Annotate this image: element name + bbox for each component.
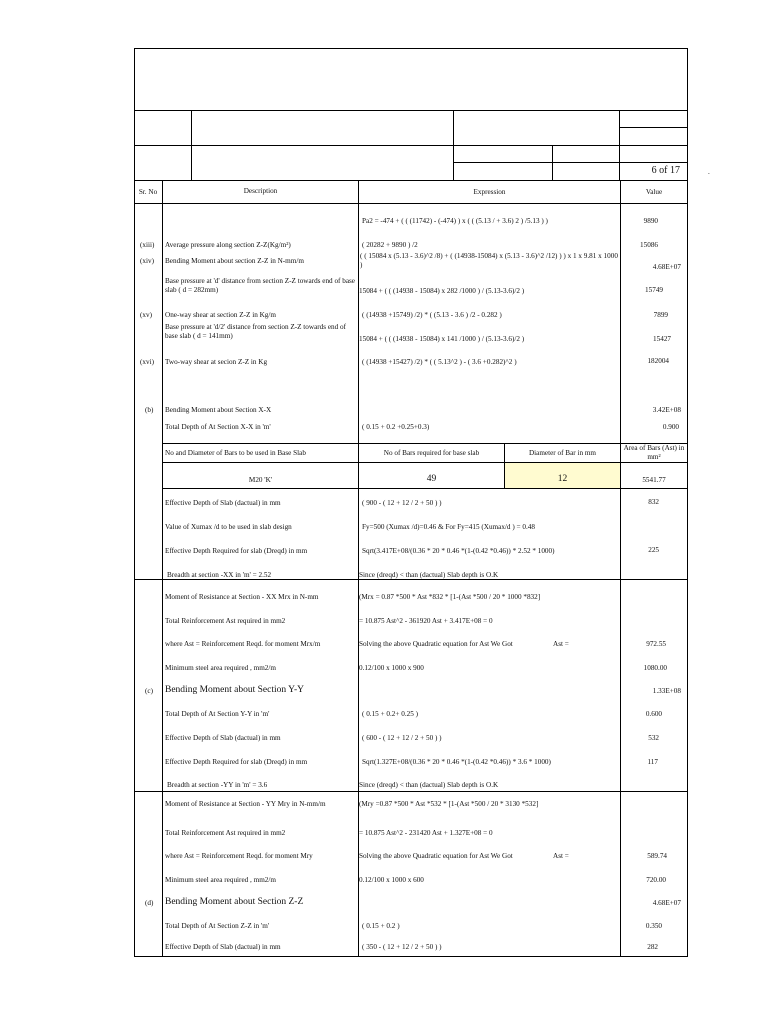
col-header-value: Value [645, 188, 663, 196]
desc-moment-resistance-yy: Moment of Resistance at Section - YY Mry in N-mm/m [165, 800, 326, 808]
expr-required-depth-xx: Sqrt(3.417E+08/(0.36 * 20 * 0.46 *(1-(0.42 *0.46)) * 2.52 * 1000) [362, 547, 555, 555]
expr-depth-check-yy: Since (dreqd) < than (dactual) Slab depth is O.K [359, 781, 499, 789]
value-no-of-bars: 49 [426, 474, 437, 484]
expr-total-depth-zz: ( 0.15 + 0.2 ) [362, 922, 400, 930]
col-header-description: Description [243, 187, 278, 195]
desc-breadth-yy: Breadth at section -YY in 'm' = 3.6 [167, 781, 268, 789]
header-no-of-bars: No of Bars required for base slab [383, 449, 480, 457]
titleblock-h4 [134, 180, 688, 181]
header-bar-diameter: Diameter of Bar in mm [528, 449, 597, 457]
value-bending-moment-zz-d: 4.68E+07 [652, 899, 681, 907]
desc-average-pressure: Average pressure along section Z-Z(Kg/m²) [165, 241, 291, 249]
value-effective-depth-xx: 832 [648, 498, 659, 506]
label-ast-yy: Ast = [553, 852, 569, 860]
desc-bending-moment-yy: Bending Moment about Section Y-Y [165, 685, 304, 695]
col-div-expr [620, 180, 621, 957]
value-average-pressure: 15086 [640, 241, 658, 249]
expr-solving-yy: Solving the above Quadratic equation for Ast We Got [359, 852, 513, 860]
sr-d: (d) [145, 899, 154, 907]
desc-required-depth-xx: Effective Depth Required for slab (Dreqd) in mm [165, 547, 308, 555]
expr-required-depth-yy: Sqrt(1.327E+08/(0.36 * 20 * 0.46 *(1-(0.42 *0.46)) * 3.6 * 1000) [362, 758, 551, 766]
expr-bending-moment-zz: ( ( 15084 x (5.13 - 3.6)^2 /8) + ( (14938-15084) x (5.13 - 3.6)^2 /12) ) ) x 1 x 9.81 x 1000 ) [360, 252, 618, 269]
sr-xiv: (xiv) [140, 257, 154, 265]
expr-solving-xx: Solving the above Quadratic equation for Ast We Got [359, 640, 513, 648]
value-ast-xx: 972.55 [646, 640, 666, 648]
row-line-5 [134, 791, 688, 792]
frame-right [687, 48, 688, 957]
value-two-way-shear: 182004 [647, 357, 669, 365]
value-bending-moment-zz: 4.68E+07 [652, 263, 681, 271]
desc-min-steel-xx: Minimum steel area required , mm2/m [165, 664, 276, 672]
desc-one-way-shear: One-way shear at section Z-Z in Kg/m [165, 311, 276, 319]
expr-depth-check-xx: Since (dreqd) < than (dactual) Slab depth is O.K [359, 571, 499, 579]
col-header-expression: Expression [473, 188, 506, 196]
desc-base-pressure-d: Base pressure at 'd' distance from section Z-Z towards end of base slab ( d = 282mm) [165, 277, 356, 294]
expr-quadratic-yy: = 10.875 Ast^2 - 231420 Ast + 1.327E+08 = 0 [359, 829, 493, 837]
value-min-steel-xx: 1080.00 [643, 664, 667, 672]
sr-c: (c) [145, 687, 153, 695]
col-div-sr [162, 180, 163, 957]
desc-effective-depth-yy: Effective Depth of Slab (dactual) in mm [165, 734, 281, 742]
titleblock-h3 [453, 162, 688, 163]
value-total-depth-xx: 0.900 [662, 423, 679, 431]
expr-base-pressure-d2: 15084 + ( ( (14938 - 15084) x 141 /1000 ) / (5.13-3.6)/2 ) [359, 335, 525, 343]
expr-one-way-shear: ( (14938 +15749) /2) * ( (5.13 - 3.6 ) /2 - 0.282 ) [362, 311, 502, 319]
expr-effective-depth-xx: ( 900 - ( 12 + 12 / 2 + 50 ) ) [362, 499, 442, 507]
desc-effective-depth-zz: Effective Depth of Slab (dactual) in mm [165, 943, 281, 951]
value-min-steel-yy: 720.00 [646, 876, 666, 884]
label-m20-k: M20 'K' [248, 476, 273, 484]
expr-xumax-d: Fy=500 (Xumax /d)=0.46 & For Fy=415 (Xumax/d ) = 0.48 [362, 523, 535, 531]
expr-quadratic-xx: = 10.875 Ast^2 - 361920 Ast + 3.417E+08 = 0 [359, 617, 493, 625]
desc-bending-moment-zz: Bending Moment about section Z-Z in N-mm/m [165, 257, 304, 265]
desc-total-reinforcement-yy: Total Reinforcement Ast required in mm2 [165, 829, 286, 837]
sr-xvi: (xvi) [140, 358, 154, 366]
expr-total-depth-xx: ( 0.15 + 0.2 +0.25+0.3) [362, 423, 430, 431]
expr-moment-resistance-xx: (Mrx = 0.87 *500 * Ast *832 * [1-(Ast *500 / 20 * 1000 *832] [359, 593, 541, 601]
desc-ast-mrx: where Ast = Reinforcement Reqd. for moment Mrx/m [165, 640, 321, 648]
desc-bending-moment-xx: Bending Moment about Section X-X [165, 406, 272, 414]
desc-bending-moment-zz-d: Bending Moment about Section Z-Z [165, 897, 304, 907]
expr-two-way-shear: ( (14938 +15427) /2) * ( ( 5.13^2 ) - ( 3.6 +0.282)^2 ) [362, 358, 517, 366]
value-base-pressure-d: 15749 [645, 286, 663, 294]
desc-moment-resistance-xx: Moment of Resistance at Section - XX Mrx in N-mm [165, 593, 319, 601]
value-ast-yy: 589.74 [647, 852, 667, 860]
header-area-of-bars: Area of Bars (Ast) in mm² [623, 444, 685, 461]
frame-top [134, 48, 688, 49]
expr-effective-depth-zz: ( 350 - ( 12 + 12 / 2 + 50 ) ) [362, 943, 442, 951]
value-total-depth-yy: 0.600 [645, 710, 662, 718]
expr-base-pressure-d: 15084 + ( ( (14938 - 15084) x 282 /1000 ) / (5.13-3.6)/2 ) [359, 287, 525, 295]
side-mark: . [708, 168, 710, 176]
desc-breadth-xx: Breadth at section -XX in 'm' = 2.52 [167, 571, 272, 579]
col-header-sr-no: Sr. No [138, 188, 158, 196]
expr-pa2: Pa2 = -474 + ( ( (11742) - (-474) ) x ( ( (5.13 / + 3.6) 2 ) /5.13 ) ) [362, 217, 548, 225]
expr-average-pressure: ( 20282 + 9890 ) /2 [362, 241, 418, 249]
desc-base-pressure-d2: Base pressure at 'd/2' distance from section Z-Z towards end of base slab ( d = 141mm) [165, 323, 347, 340]
desc-bars-in-base-slab: No and Diameter of Bars to be used in Base Slab [165, 449, 306, 457]
page-number: 6 of 17 [651, 165, 680, 176]
desc-total-depth-yy: Total Depth of At Section Y-Y in 'm' [165, 710, 270, 718]
desc-min-steel-yy: Minimum steel area required , mm2/m [165, 876, 276, 884]
sr-xv: (xv) [140, 311, 152, 319]
frame-bottom [134, 956, 688, 957]
desc-xumax-d: Value of Xumax /d to be used in slab design [165, 523, 292, 531]
expr-total-depth-yy: ( 0.15 + 0.2+ 0.25 ) [362, 710, 419, 718]
desc-two-way-shear: Two-way shear at secion Z-Z in Kg [165, 358, 268, 366]
desc-required-depth-yy: Effective Depth Required for slab (Dreqd) in mm [165, 758, 308, 766]
col-div-desc [358, 180, 359, 957]
expr-moment-resistance-yy: (Mry =0.87 *500 * Ast *532 * [1-(Ast *500 / 20 * 3130 *532] [359, 800, 539, 808]
desc-ast-mry: where Ast = Reinforcement Reqd. for moment Mry [165, 852, 313, 860]
label-ast-xx: Ast = [553, 640, 569, 648]
desc-total-depth-zz: Total Depth of At Section Z-Z in 'm' [165, 922, 270, 930]
titleblock-h2 [134, 145, 688, 146]
frame-left [134, 48, 135, 957]
value-effective-depth-zz: 282 [647, 943, 658, 951]
value-bending-moment-xx: 3.42E+08 [652, 406, 681, 414]
desc-total-depth-xx: Total Depth of At Section X-X in 'm' [165, 423, 271, 431]
col-header-bottom [134, 203, 688, 204]
value-bar-diameter: 12 [557, 474, 568, 484]
value-total-depth-zz: 0.350 [645, 922, 662, 930]
value-area-of-bars: 5541.77 [642, 476, 666, 484]
desc-effective-depth-xx: Effective Depth of Slab (dactual) in mm [165, 499, 281, 507]
value-base-pressure-d2: 15427 [653, 335, 671, 343]
expr-effective-depth-yy: ( 600 - ( 12 + 12 / 2 + 50 ) ) [362, 734, 442, 742]
value-effective-depth-yy: 532 [648, 734, 659, 742]
value-required-depth-xx: 225 [648, 546, 659, 554]
value-bending-moment-yy: 1.33E+08 [652, 687, 681, 695]
row-line-1 [162, 443, 688, 444]
title-divider [134, 110, 688, 111]
value-pa2: 9890 [643, 217, 658, 225]
value-required-depth-yy: 117 [647, 758, 658, 766]
sr-b: (b) [145, 406, 154, 414]
row-line-3 [162, 488, 688, 489]
sr-xiii: (xiii) [140, 241, 155, 249]
expr-min-steel-xx: 0.12/100 x 1000 x 900 [359, 664, 424, 672]
value-one-way-shear: 7899 [653, 311, 668, 319]
titleblock-h1 [619, 127, 688, 128]
desc-total-reinforcement-xx: Total Reinforcement Ast required in mm2 [165, 617, 286, 625]
expr-min-steel-yy: 0.12/100 x 1000 x 600 [359, 876, 424, 884]
